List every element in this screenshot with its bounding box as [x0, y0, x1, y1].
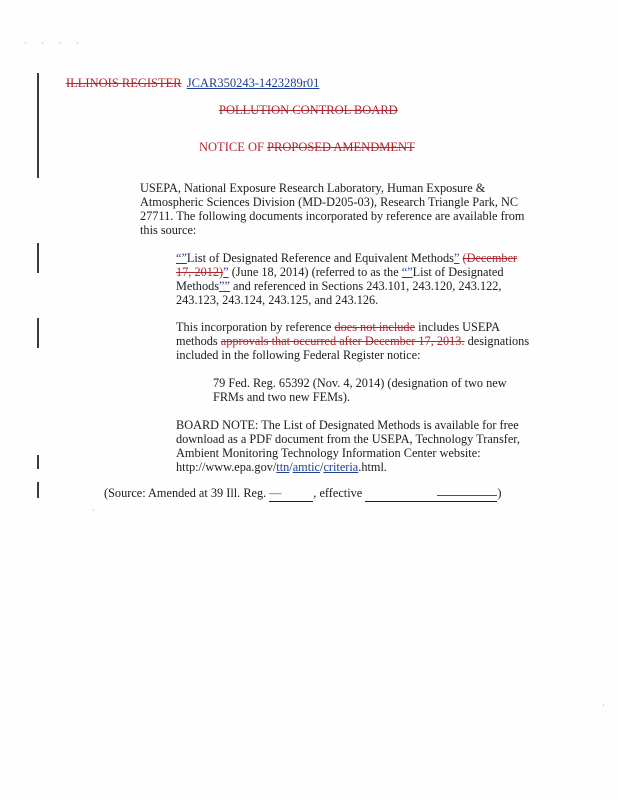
url-link-amtic[interactable]: amtic [292, 460, 321, 474]
register-blank [269, 486, 313, 502]
source-paragraph: USEPA, National Exposure Research Laboratory, Human Exposure & Atmospheric Sciences Division (MD-D205-03), Research Triangle Park, NC 27711. The following documents incorporated by reference are available from this source: [140, 181, 525, 237]
url-part: / [320, 460, 324, 474]
incorporation-text-3: designations included in the following Federal Register notice: [176, 334, 530, 362]
effective-blank [365, 486, 497, 502]
incorporation-text-1: This incorporation by reference [176, 320, 332, 334]
referred-text: (referred to as the [311, 265, 399, 279]
change-bar [37, 455, 39, 469]
change-bar [37, 243, 39, 273]
source-prefix: (Source: Amended at 39 Ill. Reg. [104, 486, 267, 500]
close-quote: ” [453, 251, 460, 265]
board-note-text: The List of Designated Methods is available for free download as a PDF document from the USEPA, Technology Transfer, Ambient Monitoring Technology Information Center website: [176, 418, 520, 460]
federal-register-notice: 79 Fed. Reg. 65392 (Nov. 4, 2014) (designation of two new FRMs and two new FEMs). [213, 376, 507, 404]
change-bar [37, 318, 39, 348]
short-open-quote: “” [401, 265, 413, 279]
register-header [66, 76, 319, 91]
scan-specks: · · · · [24, 38, 85, 48]
register-struck: ILLINOIS REGISTER [66, 76, 182, 90]
document-title: List of Designated Reference and Equivalent Methods [186, 251, 454, 265]
url-part: .html. [358, 460, 387, 474]
website-url[interactable] [176, 460, 387, 474]
incorporation-struck-2: approvals that occurred after December 17, 2013. [220, 334, 465, 348]
scan-speck: · [92, 505, 101, 515]
url-part: http://www.epa.gov/ [176, 460, 277, 474]
board-title: POLLUTION CONTROL BOARD [219, 103, 398, 117]
incorporation-paragraph [176, 320, 531, 362]
designated-methods-paragraph [176, 251, 531, 307]
notice-struck: PROPOSED AMENDMENT [267, 140, 415, 154]
change-bar [37, 482, 39, 498]
source-mid: , effective [313, 486, 363, 500]
short-close-quote: ”” [219, 279, 230, 293]
source-suffix: ) [497, 486, 502, 500]
incorporation-struck-1: does not include [334, 320, 416, 334]
open-quote: “” [176, 251, 187, 265]
scan-speck: · [602, 700, 611, 710]
change-bar [37, 73, 39, 178]
short-title: List of Designated Methods [176, 265, 504, 293]
url-link-ttn[interactable]: ttn [276, 460, 290, 474]
notice-title [199, 140, 415, 155]
notice-prefix: NOTICE OF [199, 140, 264, 154]
sections-text: and referenced in Sections 243.101, 243.120, 243.122, 243.123, 243.124, 243.125, and 243.126. [176, 279, 502, 307]
source-line [104, 486, 501, 502]
incorporation-text-2: includes USEPA methods [176, 320, 500, 348]
register-code: JCAR350243-1423289r01 [186, 76, 320, 90]
blank-dash: — [269, 486, 282, 500]
board-note [176, 418, 531, 474]
board-note-label: BOARD NOTE: [176, 418, 259, 432]
document-date: (June 18, 2014) [231, 265, 309, 279]
url-link-criteria[interactable]: criteria [323, 460, 359, 474]
url-part: / [289, 460, 293, 474]
close-quote-2: ” [223, 265, 229, 279]
struck-date: (December 17, 2012) [176, 251, 518, 279]
